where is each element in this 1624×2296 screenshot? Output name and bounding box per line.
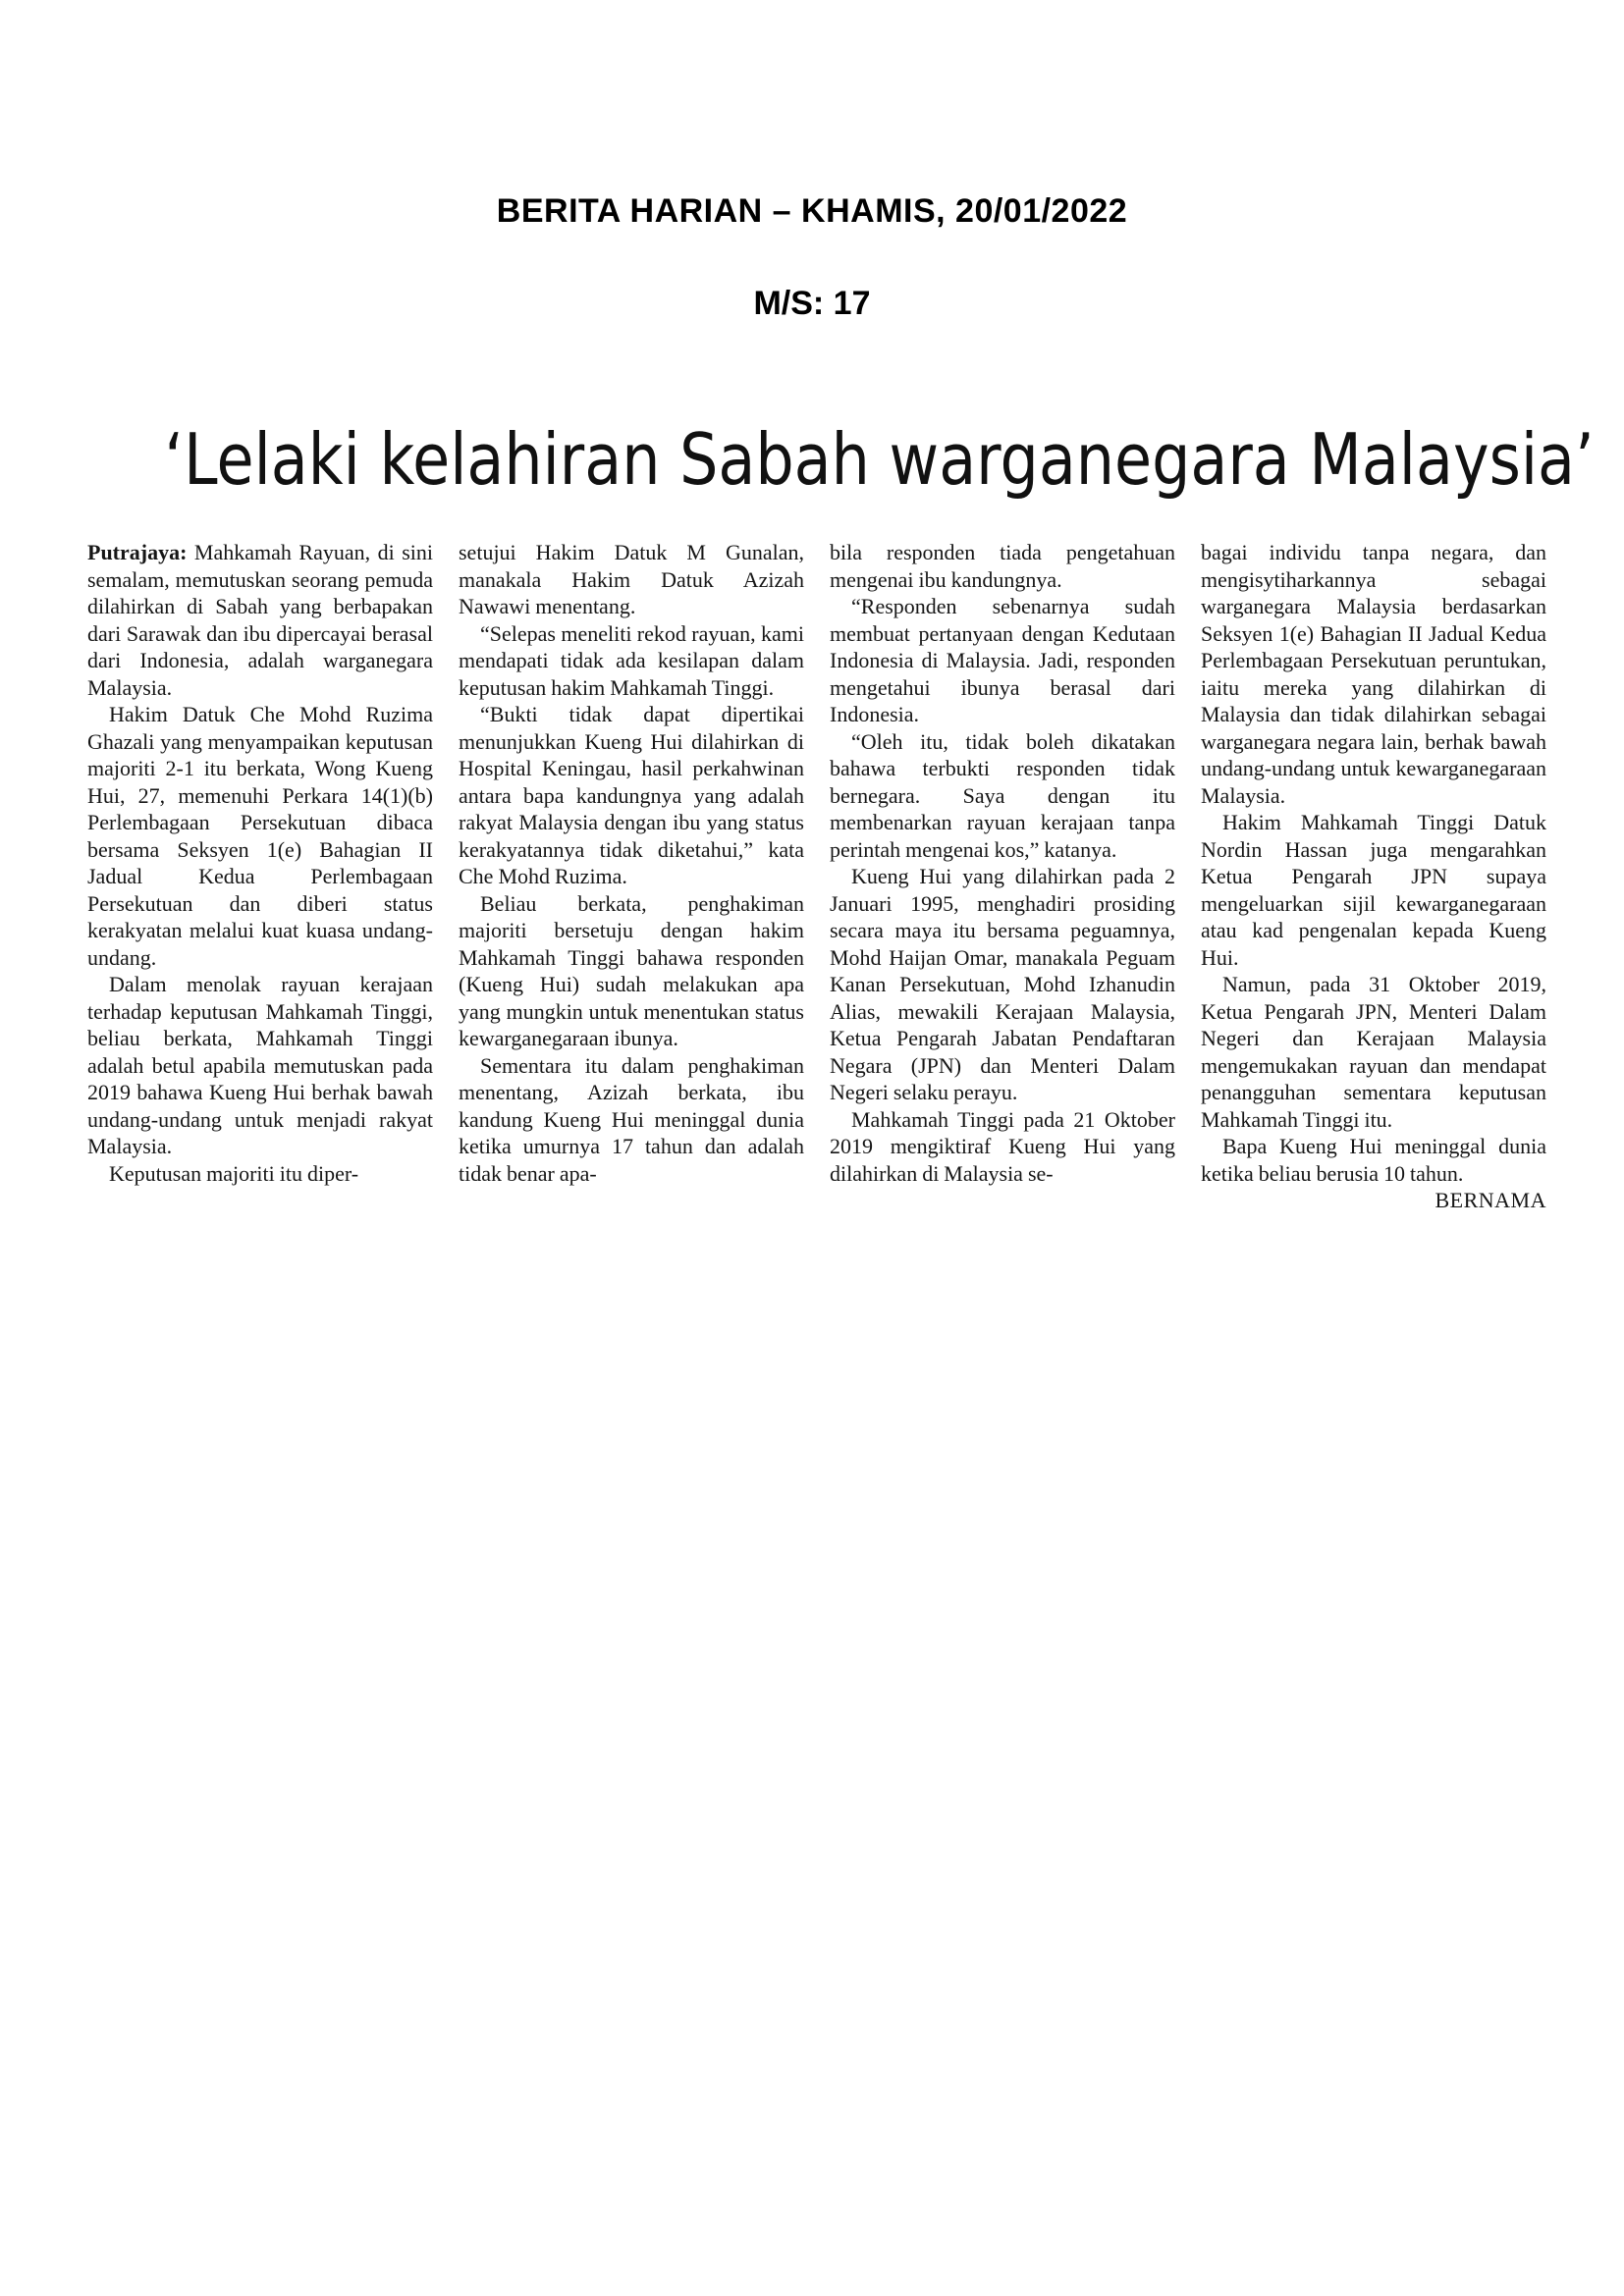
article-paragraph: Mahkamah Tinggi pada 21 Oktober 2019 mengiktiraf Kueng Hui yang dilahirkan di Malaysia se- bbox=[830, 1106, 1175, 1186]
article-paragraph: Dalam menolak rayuan kerajaan terhadap keputusan Mahkamah Tinggi, beliau berkata, Mahkamah Tinggi adalah betul apabila memutuskan pada 2019 bahawa Kueng Hui berhak bawah undang-undang untuk menjadi rakyat Malaysia. bbox=[87, 972, 433, 1158]
article-paragraph: setujui Hakim Datuk M Gunalan, manakala Hakim Datuk Azizah Nawawi menentang. bbox=[459, 540, 804, 618]
article-paragraph: Namun, pada 31 Oktober 2019, Ketua Pengarah JPN, Menteri Dalam Negeri dan Kerajaan Malaysia mengemukakan rayuan dan mendapat penangguhan sementara keputusan Mahkamah Tinggi itu. bbox=[1201, 972, 1546, 1132]
article-paragraph: Beliau berkata, penghakiman majoriti bersetuju dengan hakim Mahkamah Tinggi bahawa responden (Kueng Hui) sudah melakukan apa yang mungkin untuk menentukan status kewarganegaraan ibunya. bbox=[459, 890, 804, 1050]
dateline: Putrajaya: bbox=[87, 540, 188, 564]
article-paragraph: “Oleh itu, tidak boleh dikatakan bahawa terbukti responden tidak bernegara. Saya dengan itu membenarkan rayuan kerajaan tanpa perintah mengenai kos,” katanya. bbox=[830, 728, 1175, 862]
article-column-4 bbox=[1201, 539, 1546, 1214]
byline: BERNAMA bbox=[1435, 1188, 1546, 1212]
article-headline: ‘Lelaki kelahiran Sabah warganegara Malaysia’ bbox=[164, 418, 1595, 501]
article-paragraph: “Responden sebenarnya sudah membuat pertanyaan dengan Kedutaan Indonesia di Malaysia. Jadi, responden mengetahui ibunya berasal dari Indonesia. bbox=[830, 594, 1175, 726]
article-paragraph: “Bukti tidak dapat dipertikai menunjukkan Kueng Hui dilahirkan di Hospital Keningau, hasil perkahwinan antara bapa kandungnya yang adalah rakyat Malaysia dengan ibu yang status kerakyatannya tidak diketahui,” kata Che Mohd Ruzima. bbox=[459, 702, 804, 888]
article-paragraph: Bapa Kueng Hui meninggal dunia ketika beliau berusia 10 tahun. bbox=[1201, 1134, 1546, 1186]
article-paragraph: Kueng Hui yang dilahirkan pada 2 Januari 1995, menghadiri prosiding secara maya itu bersama peguamnya, Mohd Haijan Omar, manakala Peguam Kanan Persekutuan, Mohd Izhanudin Alias, mewakili Kerajaan Malaysia, Ketua Pengarah Jabatan Pendaftaran Negara (JPN) dan Menteri Dalam Negeri selaku perayu. bbox=[830, 864, 1175, 1104]
article-paragraph: bagai individu tanpa negara, dan mengisytiharkannya sebagai warganegara Malaysia berdasarkan Seksyen 1(e) Bahagian II Jadual Kedua Perlembagaan Persekutuan peruntukan, iaitu mereka yang dilahirkan di Malaysia dan tidak dilahirkan sebagai warganegara negara lain, berhak bawah undang-undang untuk kewarganegaraan Malaysia. bbox=[1201, 540, 1546, 808]
article-paragraph: “Selepas meneliti rekod rayuan, kami mendapati tidak ada kesilapan dalam keputusan hakim Mahkamah Tinggi. bbox=[459, 620, 804, 700]
page-number-line: M/S: 17 bbox=[753, 285, 871, 322]
article-column-1 bbox=[87, 539, 433, 1187]
article-paragraph: bila responden tiada pengetahuan mengenai ibu kandungnya. bbox=[830, 540, 1175, 592]
article-paragraph: Keputusan majoriti itu diper- bbox=[109, 1160, 359, 1186]
article-paragraph: Sementara itu dalam penghakiman menentang, Azizah berkata, ibu kandung Kueng Hui meninggal dunia ketika umurnya 17 tahun dan adalah tidak benar apa- bbox=[459, 1052, 804, 1186]
article-column-2 bbox=[459, 539, 804, 1187]
article-column-3 bbox=[830, 539, 1175, 1187]
article-paragraph: Hakim Mahkamah Tinggi Datuk Nordin Hassan juga mengarahkan Ketua Pengarah JPN supaya mengeluarkan sijil kewarganegaraan atau kad pengenalan kepada Kueng Hui. bbox=[1201, 810, 1546, 970]
article-paragraph: Hakim Datuk Che Mohd Ruzima Ghazali yang menyampaikan keputusan majoriti 2-1 itu berkata, Wong Kueng Hui, 27, memenuhi Perkara 14(1)(b) Perlembagaan Persekutuan dibaca bersama Seksyen 1(e) Bahagian II Jadual Kedua Perlembagaan Persekutuan dan diberi status kerakyatan melalui kuat kuasa undang-undang. bbox=[87, 702, 433, 970]
article-paragraph bbox=[87, 539, 433, 701]
article-body bbox=[87, 539, 1546, 1295]
publication-date-line: BERITA HARIAN – KHAMIS, 20/01/2022 bbox=[496, 192, 1128, 230]
paragraph-text: Mahkamah Rayuan, di sini semalam, memutuskan seorang pemuda dilahirkan di Sabah yang berbapakan dari Sarawak dan ibu dipercayai berasal dari Indonesia, adalah warganegara Malaysia. bbox=[87, 540, 433, 700]
